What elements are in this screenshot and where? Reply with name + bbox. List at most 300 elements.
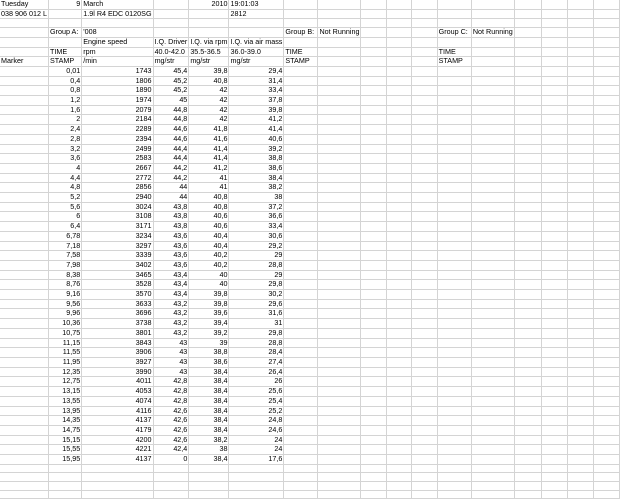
- data-cell[interactable]: 44: [153, 193, 189, 203]
- empty-cell[interactable]: [437, 231, 471, 241]
- empty-cell[interactable]: [514, 358, 541, 368]
- data-cell[interactable]: 4: [48, 163, 81, 173]
- empty-cell[interactable]: [514, 231, 541, 241]
- empty-cell[interactable]: [471, 406, 514, 416]
- empty-cell[interactable]: [0, 425, 48, 435]
- data-cell[interactable]: 5,2: [48, 193, 81, 203]
- empty-cell[interactable]: [361, 0, 386, 9]
- empty-cell[interactable]: [284, 396, 318, 406]
- empty-cell[interactable]: [471, 202, 514, 212]
- empty-cell[interactable]: [361, 47, 386, 57]
- header-cell[interactable]: March: [82, 0, 153, 9]
- group-a-label[interactable]: Group A:: [48, 28, 81, 38]
- data-cell[interactable]: 38,8: [229, 154, 284, 164]
- data-cell[interactable]: 17,6: [229, 455, 284, 465]
- data-cell[interactable]: 43,2: [153, 309, 189, 319]
- empty-cell[interactable]: [514, 416, 541, 426]
- empty-cell[interactable]: [471, 280, 514, 290]
- data-cell[interactable]: 43,4: [153, 280, 189, 290]
- empty-cell[interactable]: [412, 28, 437, 38]
- empty-cell[interactable]: [593, 37, 619, 47]
- empty-cell[interactable]: [0, 387, 48, 397]
- empty-cell[interactable]: [284, 270, 318, 280]
- data-cell[interactable]: 43,4: [153, 290, 189, 300]
- empty-cell[interactable]: [471, 183, 514, 193]
- data-cell[interactable]: 43,8: [153, 202, 189, 212]
- empty-cell[interactable]: [437, 416, 471, 426]
- data-cell[interactable]: 44,2: [153, 163, 189, 173]
- unit-cell[interactable]: mg/str: [189, 57, 229, 67]
- empty-cell[interactable]: [412, 416, 437, 426]
- empty-cell[interactable]: [593, 482, 619, 491]
- column-name[interactable]: I.Q. via rpm: [190, 36, 228, 46]
- empty-cell[interactable]: [471, 358, 514, 368]
- empty-cell[interactable]: [0, 280, 48, 290]
- empty-cell[interactable]: [567, 57, 593, 67]
- data-cell[interactable]: 37,2: [229, 202, 284, 212]
- data-cell[interactable]: 29,8: [229, 328, 284, 338]
- empty-cell[interactable]: [541, 134, 567, 144]
- empty-cell[interactable]: [593, 96, 619, 106]
- data-cell[interactable]: 44,8: [153, 115, 189, 125]
- empty-cell[interactable]: [593, 338, 619, 348]
- empty-cell[interactable]: [229, 473, 284, 482]
- data-cell[interactable]: 43,2: [153, 319, 189, 329]
- empty-cell[interactable]: [82, 490, 153, 499]
- empty-cell[interactable]: [386, 348, 411, 358]
- empty-cell[interactable]: [593, 154, 619, 164]
- data-cell[interactable]: 8,76: [48, 280, 81, 290]
- data-cell[interactable]: 13,15: [48, 387, 81, 397]
- empty-cell[interactable]: [318, 445, 361, 455]
- empty-cell[interactable]: [437, 290, 471, 300]
- data-cell[interactable]: 3402: [82, 260, 153, 270]
- data-cell[interactable]: 33,4: [229, 222, 284, 232]
- data-cell[interactable]: 38,4: [189, 425, 229, 435]
- empty-cell[interactable]: [361, 358, 386, 368]
- empty-cell[interactable]: [471, 86, 514, 96]
- empty-cell[interactable]: [318, 299, 361, 309]
- empty-cell[interactable]: [471, 464, 514, 473]
- empty-cell[interactable]: [284, 367, 318, 377]
- empty-cell[interactable]: [0, 173, 48, 183]
- empty-cell[interactable]: [471, 144, 514, 154]
- empty-cell[interactable]: [361, 183, 386, 193]
- empty-cell[interactable]: [386, 66, 411, 76]
- empty-cell[interactable]: [471, 251, 514, 261]
- empty-cell[interactable]: [541, 280, 567, 290]
- data-cell[interactable]: 1890: [82, 86, 153, 96]
- empty-cell[interactable]: [471, 193, 514, 203]
- empty-cell[interactable]: [361, 280, 386, 290]
- empty-cell[interactable]: [593, 0, 619, 9]
- data-cell[interactable]: 2394: [82, 134, 153, 144]
- data-cell[interactable]: 43,4: [153, 270, 189, 280]
- empty-cell[interactable]: [567, 0, 593, 9]
- empty-cell[interactable]: [437, 319, 471, 329]
- data-cell[interactable]: 3,6: [48, 154, 81, 164]
- data-cell[interactable]: 4074: [82, 396, 153, 406]
- empty-cell[interactable]: [361, 66, 386, 76]
- empty-cell[interactable]: [514, 290, 541, 300]
- empty-cell[interactable]: [284, 125, 318, 135]
- empty-cell[interactable]: [567, 299, 593, 309]
- empty-cell[interactable]: [514, 299, 541, 309]
- empty-cell[interactable]: [318, 154, 361, 164]
- data-cell[interactable]: 42,6: [153, 425, 189, 435]
- column-name[interactable]: I.Q. Driver: [154, 36, 188, 46]
- empty-cell[interactable]: [541, 387, 567, 397]
- empty-cell[interactable]: [412, 367, 437, 377]
- marker-label[interactable]: Marker: [0, 57, 48, 67]
- empty-cell[interactable]: [284, 260, 318, 270]
- empty-cell[interactable]: [386, 47, 411, 57]
- empty-cell[interactable]: [0, 231, 48, 241]
- empty-cell[interactable]: [318, 251, 361, 261]
- empty-cell[interactable]: [471, 367, 514, 377]
- data-cell[interactable]: 40,2: [189, 260, 229, 270]
- data-cell[interactable]: 30,6: [229, 231, 284, 241]
- empty-cell[interactable]: [567, 28, 593, 38]
- empty-cell[interactable]: [386, 338, 411, 348]
- data-cell[interactable]: 41,2: [189, 163, 229, 173]
- empty-cell[interactable]: [386, 280, 411, 290]
- empty-cell[interactable]: [567, 367, 593, 377]
- empty-cell[interactable]: [567, 96, 593, 106]
- empty-cell[interactable]: [361, 9, 386, 19]
- empty-cell[interactable]: [541, 348, 567, 358]
- empty-cell[interactable]: [541, 163, 567, 173]
- empty-cell[interactable]: [567, 445, 593, 455]
- data-cell[interactable]: 4137: [82, 455, 153, 465]
- group-a-value[interactable]: '008: [82, 28, 153, 38]
- empty-cell[interactable]: [541, 76, 567, 86]
- empty-cell[interactable]: [48, 464, 81, 473]
- empty-cell[interactable]: [437, 154, 471, 164]
- empty-cell[interactable]: [567, 464, 593, 473]
- empty-cell[interactable]: [541, 115, 567, 125]
- empty-cell[interactable]: [284, 66, 318, 76]
- empty-cell[interactable]: [153, 0, 189, 9]
- header-cell[interactable]: 2010: [189, 0, 229, 9]
- empty-cell[interactable]: [567, 251, 593, 261]
- empty-cell[interactable]: [437, 367, 471, 377]
- empty-cell[interactable]: [153, 490, 189, 499]
- empty-cell[interactable]: [541, 377, 567, 387]
- empty-cell[interactable]: [284, 309, 318, 319]
- empty-cell[interactable]: [361, 387, 386, 397]
- empty-cell[interactable]: [541, 154, 567, 164]
- empty-cell[interactable]: [541, 183, 567, 193]
- empty-cell[interactable]: [48, 473, 81, 482]
- empty-cell[interactable]: [514, 19, 541, 28]
- data-cell[interactable]: 3339: [82, 251, 153, 261]
- empty-cell[interactable]: [567, 115, 593, 125]
- empty-cell[interactable]: [437, 222, 471, 232]
- time-label[interactable]: TIME: [48, 47, 81, 57]
- data-cell[interactable]: 42,8: [153, 387, 189, 397]
- data-cell[interactable]: 40: [189, 270, 229, 280]
- empty-cell[interactable]: [0, 260, 48, 270]
- empty-cell[interactable]: [471, 482, 514, 491]
- empty-cell[interactable]: [361, 455, 386, 465]
- empty-cell[interactable]: [514, 490, 541, 499]
- empty-cell[interactable]: [0, 202, 48, 212]
- empty-cell[interactable]: [412, 338, 437, 348]
- empty-cell[interactable]: [514, 86, 541, 96]
- empty-cell[interactable]: [471, 154, 514, 164]
- empty-cell[interactable]: [437, 482, 471, 491]
- empty-cell[interactable]: [567, 490, 593, 499]
- data-cell[interactable]: 3570: [82, 290, 153, 300]
- empty-cell[interactable]: [514, 377, 541, 387]
- empty-cell[interactable]: [412, 105, 437, 115]
- data-cell[interactable]: 42,6: [153, 435, 189, 445]
- empty-cell[interactable]: [386, 231, 411, 241]
- data-cell[interactable]: 30,2: [229, 290, 284, 300]
- empty-cell[interactable]: [514, 105, 541, 115]
- empty-cell[interactable]: [0, 455, 48, 465]
- empty-cell[interactable]: [318, 338, 361, 348]
- empty-cell[interactable]: [0, 28, 48, 38]
- empty-cell[interactable]: [189, 482, 229, 491]
- data-cell[interactable]: 31,6: [229, 309, 284, 319]
- empty-cell[interactable]: [541, 396, 567, 406]
- header-cell[interactable]: Tuesday: [0, 0, 48, 9]
- data-cell[interactable]: 40,4: [189, 241, 229, 251]
- empty-cell[interactable]: [593, 144, 619, 154]
- empty-cell[interactable]: [48, 482, 81, 491]
- empty-cell[interactable]: [153, 9, 189, 19]
- empty-cell[interactable]: [541, 406, 567, 416]
- empty-cell[interactable]: [412, 37, 437, 47]
- data-cell[interactable]: 29,4: [229, 66, 284, 76]
- empty-cell[interactable]: [593, 134, 619, 144]
- empty-cell[interactable]: [318, 328, 361, 338]
- empty-cell[interactable]: [471, 0, 514, 9]
- empty-cell[interactable]: [412, 358, 437, 368]
- empty-cell[interactable]: [318, 96, 361, 106]
- empty-cell[interactable]: [284, 212, 318, 222]
- empty-cell[interactable]: [471, 473, 514, 482]
- empty-cell[interactable]: [318, 387, 361, 397]
- stamp-label[interactable]: STAMP: [437, 57, 471, 67]
- empty-cell[interactable]: [386, 425, 411, 435]
- empty-cell[interactable]: [284, 96, 318, 106]
- empty-cell[interactable]: [437, 348, 471, 358]
- empty-cell[interactable]: [412, 86, 437, 96]
- empty-cell[interactable]: [437, 105, 471, 115]
- empty-cell[interactable]: [437, 473, 471, 482]
- empty-cell[interactable]: [593, 163, 619, 173]
- data-cell[interactable]: 3801: [82, 328, 153, 338]
- empty-cell[interactable]: [284, 202, 318, 212]
- empty-cell[interactable]: [437, 163, 471, 173]
- empty-cell[interactable]: [0, 406, 48, 416]
- empty-cell[interactable]: [318, 105, 361, 115]
- data-cell[interactable]: 45,2: [153, 86, 189, 96]
- empty-cell[interactable]: [284, 144, 318, 154]
- header-cell[interactable]: 19:01:03: [229, 0, 284, 9]
- unit-cell[interactable]: rpm: [82, 47, 153, 57]
- empty-cell[interactable]: [437, 134, 471, 144]
- empty-cell[interactable]: [412, 9, 437, 19]
- empty-cell[interactable]: [284, 280, 318, 290]
- empty-cell[interactable]: [412, 260, 437, 270]
- empty-cell[interactable]: [0, 212, 48, 222]
- empty-cell[interactable]: [514, 251, 541, 261]
- empty-cell[interactable]: [318, 66, 361, 76]
- data-cell[interactable]: 38,6: [229, 163, 284, 173]
- empty-cell[interactable]: [437, 0, 471, 9]
- data-cell[interactable]: 3927: [82, 358, 153, 368]
- data-cell[interactable]: 45: [153, 96, 189, 106]
- empty-cell[interactable]: [471, 125, 514, 135]
- empty-cell[interactable]: [386, 105, 411, 115]
- empty-cell[interactable]: [412, 193, 437, 203]
- empty-cell[interactable]: [0, 193, 48, 203]
- empty-cell[interactable]: [514, 96, 541, 106]
- empty-cell[interactable]: [386, 482, 411, 491]
- data-cell[interactable]: 12,75: [48, 377, 81, 387]
- data-cell[interactable]: 43,2: [153, 328, 189, 338]
- empty-cell[interactable]: [318, 416, 361, 426]
- empty-cell[interactable]: [361, 202, 386, 212]
- data-cell[interactable]: 42,6: [153, 416, 189, 426]
- data-cell[interactable]: 2583: [82, 154, 153, 164]
- empty-cell[interactable]: [284, 115, 318, 125]
- empty-cell[interactable]: [412, 47, 437, 57]
- empty-cell[interactable]: [386, 358, 411, 368]
- empty-cell[interactable]: [593, 290, 619, 300]
- empty-cell[interactable]: [471, 396, 514, 406]
- empty-cell[interactable]: [361, 435, 386, 445]
- empty-cell[interactable]: [541, 367, 567, 377]
- empty-cell[interactable]: [567, 134, 593, 144]
- empty-cell[interactable]: [514, 348, 541, 358]
- empty-cell[interactable]: [567, 241, 593, 251]
- empty-cell[interactable]: [229, 28, 284, 38]
- group-b-label[interactable]: Group B:: [284, 28, 318, 38]
- data-cell[interactable]: 31,4: [229, 76, 284, 86]
- data-cell[interactable]: 5,6: [48, 202, 81, 212]
- empty-cell[interactable]: [0, 183, 48, 193]
- empty-cell[interactable]: [386, 290, 411, 300]
- empty-cell[interactable]: [514, 482, 541, 491]
- data-cell[interactable]: 39,8: [189, 290, 229, 300]
- data-cell[interactable]: 0: [153, 455, 189, 465]
- data-cell[interactable]: 40,6: [189, 212, 229, 222]
- empty-cell[interactable]: [0, 37, 48, 47]
- empty-cell[interactable]: [0, 396, 48, 406]
- data-cell[interactable]: 43: [153, 348, 189, 358]
- empty-cell[interactable]: [386, 473, 411, 482]
- empty-cell[interactable]: [541, 455, 567, 465]
- empty-cell[interactable]: [189, 9, 229, 19]
- empty-cell[interactable]: [541, 28, 567, 38]
- empty-cell[interactable]: [471, 319, 514, 329]
- empty-cell[interactable]: [593, 299, 619, 309]
- empty-cell[interactable]: [318, 490, 361, 499]
- data-cell[interactable]: 39,8: [229, 105, 284, 115]
- empty-cell[interactable]: [412, 222, 437, 232]
- empty-cell[interactable]: [541, 328, 567, 338]
- empty-cell[interactable]: [471, 105, 514, 115]
- empty-cell[interactable]: [437, 270, 471, 280]
- empty-cell[interactable]: [437, 387, 471, 397]
- data-cell[interactable]: 41: [189, 183, 229, 193]
- empty-cell[interactable]: [541, 482, 567, 491]
- empty-cell[interactable]: [386, 28, 411, 38]
- empty-cell[interactable]: [0, 348, 48, 358]
- empty-cell[interactable]: [0, 473, 48, 482]
- data-cell[interactable]: 43: [153, 358, 189, 368]
- empty-cell[interactable]: [567, 163, 593, 173]
- empty-cell[interactable]: [593, 212, 619, 222]
- empty-cell[interactable]: [593, 348, 619, 358]
- empty-cell[interactable]: [82, 464, 153, 473]
- range-cell[interactable]: 35.5-36.5: [189, 47, 229, 57]
- empty-cell[interactable]: [471, 260, 514, 270]
- data-cell[interactable]: 2184: [82, 115, 153, 125]
- empty-cell[interactable]: [361, 482, 386, 491]
- empty-cell[interactable]: [284, 377, 318, 387]
- empty-cell[interactable]: [284, 406, 318, 416]
- empty-cell[interactable]: [0, 154, 48, 164]
- header-cell[interactable]: 9: [48, 0, 81, 9]
- empty-cell[interactable]: [318, 309, 361, 319]
- empty-cell[interactable]: [437, 435, 471, 445]
- empty-cell[interactable]: [514, 319, 541, 329]
- data-cell[interactable]: 40,6: [229, 134, 284, 144]
- empty-cell[interactable]: [541, 222, 567, 232]
- empty-cell[interactable]: [541, 86, 567, 96]
- empty-cell[interactable]: [386, 125, 411, 135]
- empty-cell[interactable]: [471, 173, 514, 183]
- data-cell[interactable]: 2: [48, 115, 81, 125]
- empty-cell[interactable]: [471, 231, 514, 241]
- empty-cell[interactable]: [284, 231, 318, 241]
- empty-cell[interactable]: [437, 455, 471, 465]
- empty-cell[interactable]: [284, 222, 318, 232]
- empty-cell[interactable]: [153, 482, 189, 491]
- data-cell[interactable]: 38,4: [229, 173, 284, 183]
- empty-cell[interactable]: [541, 47, 567, 57]
- data-cell[interactable]: 3024: [82, 202, 153, 212]
- data-cell[interactable]: 39,6: [189, 309, 229, 319]
- empty-cell[interactable]: [593, 473, 619, 482]
- empty-cell[interactable]: [361, 86, 386, 96]
- empty-cell[interactable]: [471, 37, 514, 47]
- empty-cell[interactable]: [318, 319, 361, 329]
- data-cell[interactable]: 25,2: [229, 406, 284, 416]
- empty-cell[interactable]: [471, 435, 514, 445]
- empty-cell[interactable]: [471, 445, 514, 455]
- empty-cell[interactable]: [593, 445, 619, 455]
- empty-cell[interactable]: [48, 37, 81, 47]
- data-cell[interactable]: 41,4: [189, 154, 229, 164]
- empty-cell[interactable]: [386, 309, 411, 319]
- empty-cell[interactable]: [593, 251, 619, 261]
- empty-cell[interactable]: [361, 28, 386, 38]
- empty-cell[interactable]: [386, 367, 411, 377]
- empty-cell[interactable]: [386, 406, 411, 416]
- empty-cell[interactable]: [82, 473, 153, 482]
- empty-cell[interactable]: [593, 358, 619, 368]
- data-cell[interactable]: 2289: [82, 125, 153, 135]
- empty-cell[interactable]: [318, 47, 361, 57]
- empty-cell[interactable]: [593, 387, 619, 397]
